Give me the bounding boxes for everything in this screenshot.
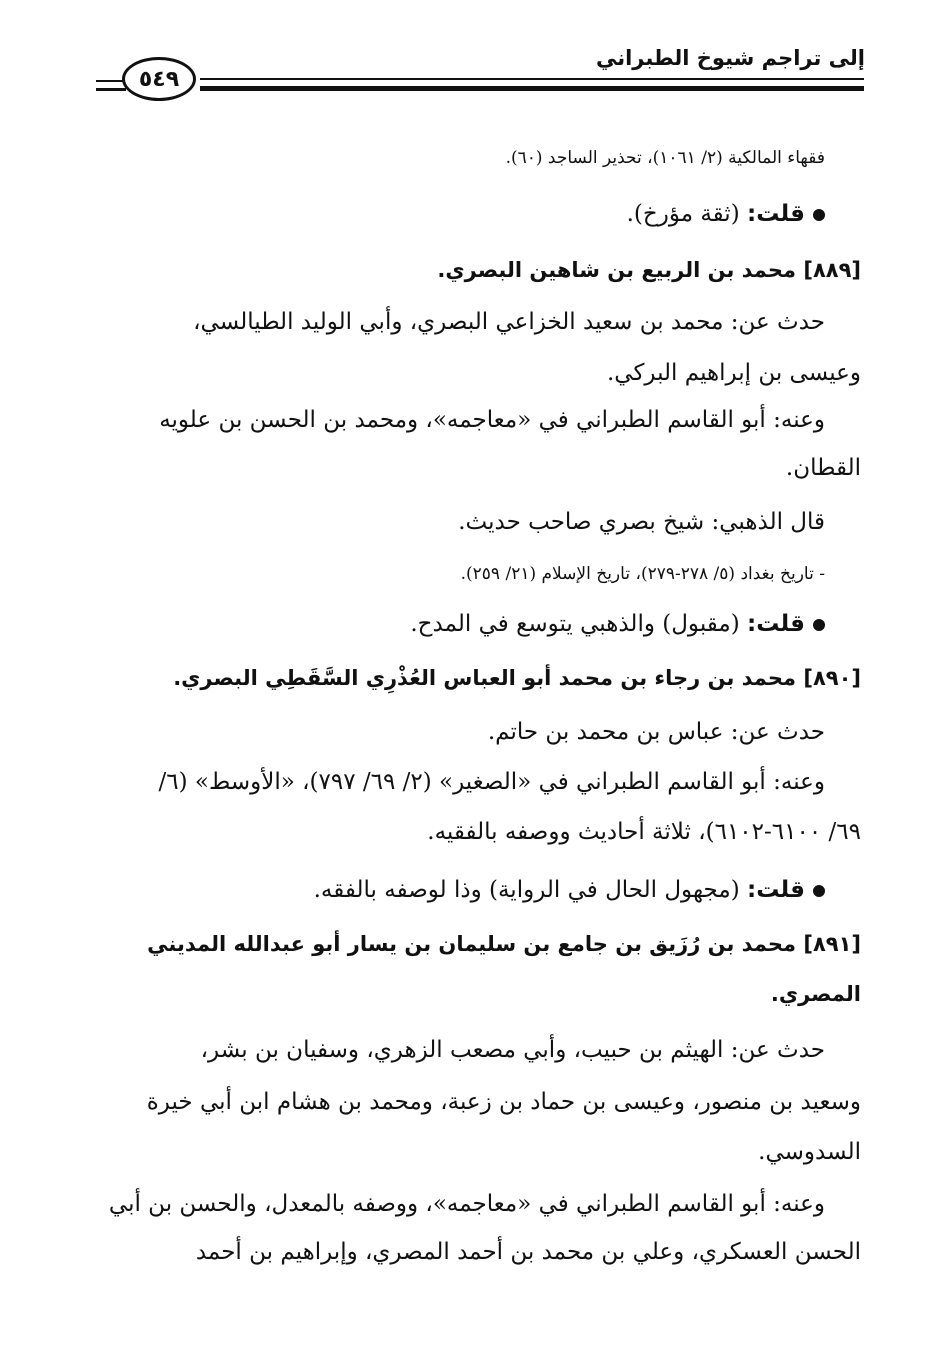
line-21: وعنه: أبو القاسم الطبراني في «معاجمه»، ووصفه بالمعدل، والحسن بن أبي — [108, 1191, 825, 1217]
line-14: ٦٩/ ٦١٠٠-٦١٠٢)، ثلاثة أحاديث ووصفه بالفقيه. — [427, 819, 861, 845]
bullet-icon — [813, 619, 825, 631]
line-12: حدث عن: عباس بن محمد بن حاتم. — [487, 719, 825, 745]
note-text: (مقبول) والذهبي يتوسع في المدح. — [410, 611, 740, 637]
header-rule — [200, 78, 864, 80]
entry-heading-891: [٨٩١] محمد بن رُزَيق بن جامع بن سليمان بن يسار أبو عبدالله المديني — [147, 932, 861, 956]
note-label: قلت: — [747, 877, 805, 903]
note-text: (مجهول الحال في الرواية) وذا لوصفه بالفقه. — [313, 877, 740, 903]
entry-heading-889: [٨٨٩] محمد بن الربيع بن شاهين البصري. — [437, 258, 861, 282]
page-number-badge — [122, 57, 196, 101]
bullet-icon — [813, 885, 825, 897]
line-8: قال الذهبي: شيخ بصري صاحب حديث. — [458, 509, 825, 535]
entry-heading-890: [٨٩٠] محمد بن رجاء بن محمد أبو العباس العُذْرِي السَّقَطِي البصري. — [173, 666, 861, 690]
line-9: - تاريخ بغداد (٥/ ٢٧٨-٢٧٩)، تاريخ الإسلام (٢١/ ٢٥٩). — [460, 564, 825, 584]
line-20: السدوسي. — [758, 1139, 861, 1165]
entry-heading-891-cont: المصري. — [770, 982, 861, 1006]
line-10 — [410, 608, 825, 640]
bullet-icon — [813, 209, 825, 221]
line-15 — [314, 874, 825, 906]
line-18: حدث عن: الهيثم بن حبيب، وأبي مصعب الزهري، وسفيان بن بشر، — [200, 1037, 825, 1063]
note-label: قلت: — [747, 611, 805, 637]
line-6: وعنه: أبو القاسم الطبراني في «معاجمه»، ومحمد بن الحسن بن علويه — [159, 407, 825, 433]
header-rule-left-thick — [96, 88, 126, 91]
line-7: القطان. — [785, 455, 861, 481]
line-19: وسعيد بن منصور، وعيسى بن حماد بن زعبة، ومحمد بن هشام ابن أبي خيرة — [146, 1089, 861, 1115]
line-4: حدث عن: محمد بن سعيد الخزاعي البصري، وأبي الوليد الطيالسي، — [193, 309, 825, 335]
line-5: وعيسى بن إبراهيم البركي. — [606, 360, 861, 386]
running-title: إلى تراجم شيوخ الطبراني — [595, 46, 865, 70]
line-1: فقهاء المالكية (٢/ ١٠٦١)، تحذير الساجد (٦٠). — [505, 148, 825, 168]
page-number: ٥٤٩ — [138, 66, 180, 92]
note-text: (ثقة مؤرخ). — [626, 201, 740, 227]
line-22: الحسن العسكري، وعلي بن محمد بن أحمد المصري، وإبراهيم بن أحمد — [195, 1239, 861, 1265]
line-2 — [627, 198, 825, 230]
line-13: وعنه: أبو القاسم الطبراني في «الصغير» (٢/ ٦٩/ ٧٩٧)، «الأوسط» (٦/ — [158, 769, 825, 795]
header-rule-thick — [200, 86, 864, 91]
note-label: قلت: — [747, 201, 805, 227]
